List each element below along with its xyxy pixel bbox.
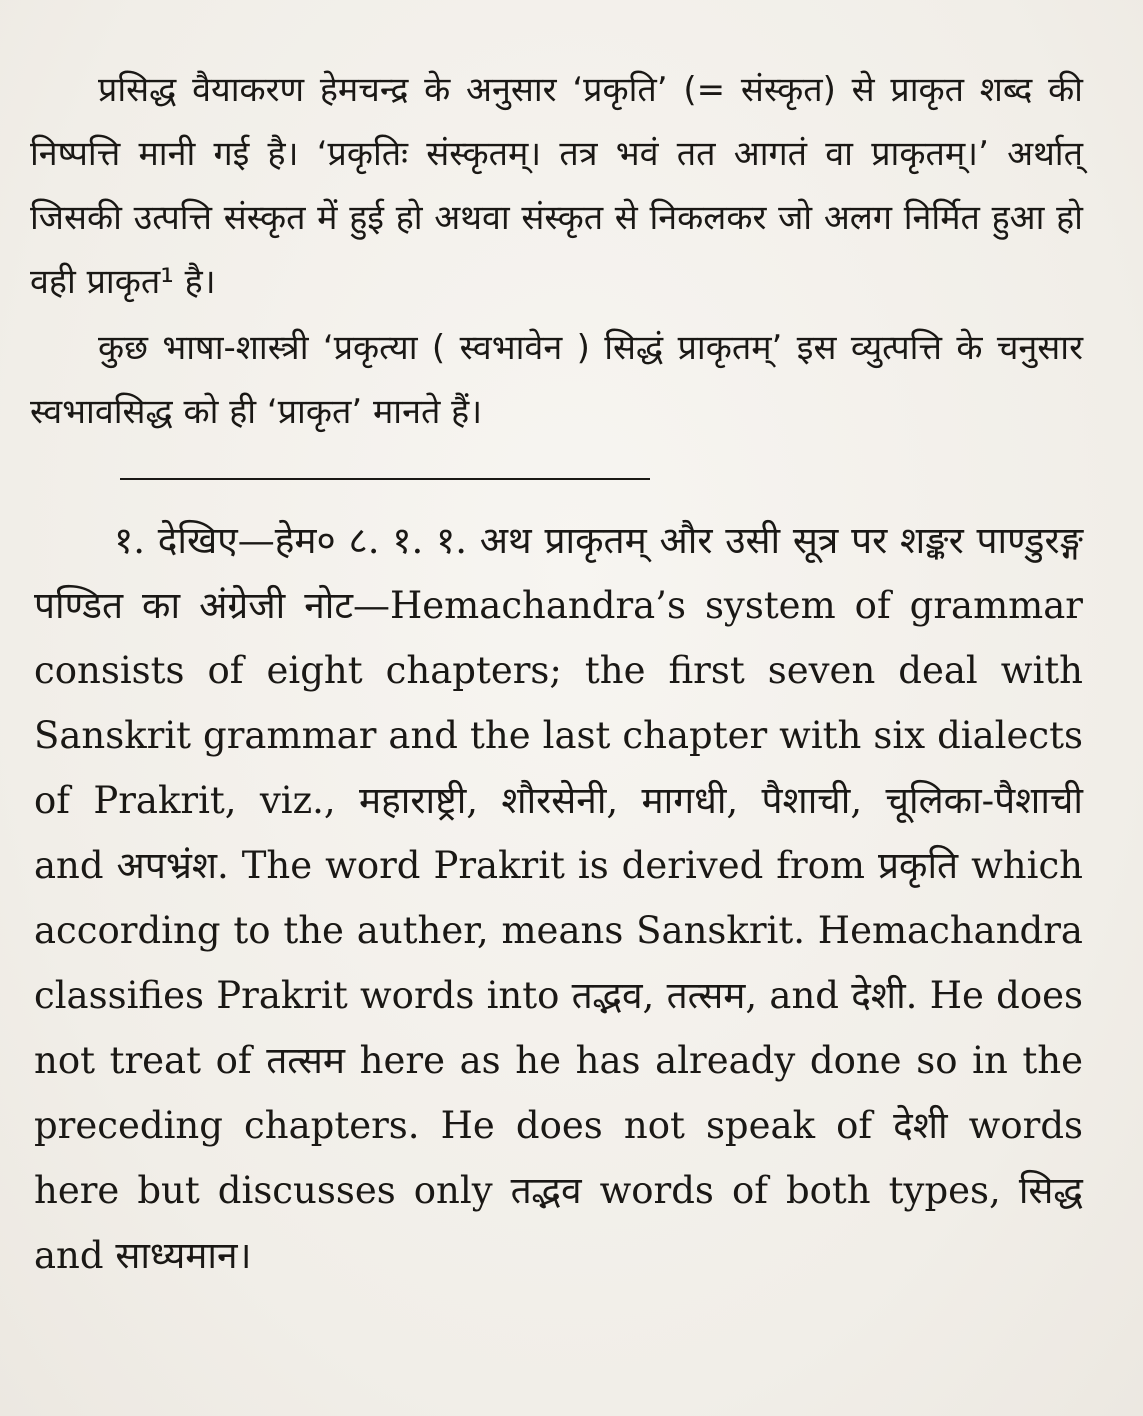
footnote-separator [120, 478, 650, 480]
paragraph-2: कुछ भाषा-शास्त्री ‘प्रकृत्या ( स्वभावेन ) सिद्धं प्राकृतम्’ इस व्युत्पत्ति के चनुसार स्वभावसिद्ध को ही ‘प्राकृत’ मानते हैं। [30, 328, 1083, 432]
footnote-1: १. देखिए—हेम० ८. १. १. अथ प्राकृतम् और उसी सूत्र पर शङ्कर पाण्डुरङ्ग पण्डित का अंग्रेजी नोट—Hemachandra’s system of grammar consists of eight chapters; the first seven deal with Sanskrit grammar and the last chapter with six dialects of Prakrit, viz., महाराष्ट्री, शौरसेनी, मागधी, पैशाची, चूलिका-पैशाची and अपभ्रंश. The word Prakrit is derived from प्रकृति which according to the auther, means Sanskrit. Hemachandra classifies Prakrit words into तद्भव, तत्सम, and देशी. He does not treat of तत्सम here as he has already done so in the preceding chapters. He does not speak of देशी words here but discusses only तद्भव words of both types, सिद्ध and साध्यमान। [34, 519, 1083, 1277]
paragraph-1: प्रसिद्ध वैयाकरण हेमचन्द्र के अनुसार ‘प्रकृति’ (= संस्कृत) से प्राकृत शब्द की निष्पत्ति मानी गई है। ‘प्रकृतिः संस्कृतम्। तत्र भवं तत आगतं वा प्राकृतम्।’ अर्थात् जिसकी उत्पत्ति संस्कृत में हुई हो अथवा संस्कृत से निकलकर जो अलग निर्मित हुआ हो वही प्राकृत¹ है। [30, 70, 1083, 302]
